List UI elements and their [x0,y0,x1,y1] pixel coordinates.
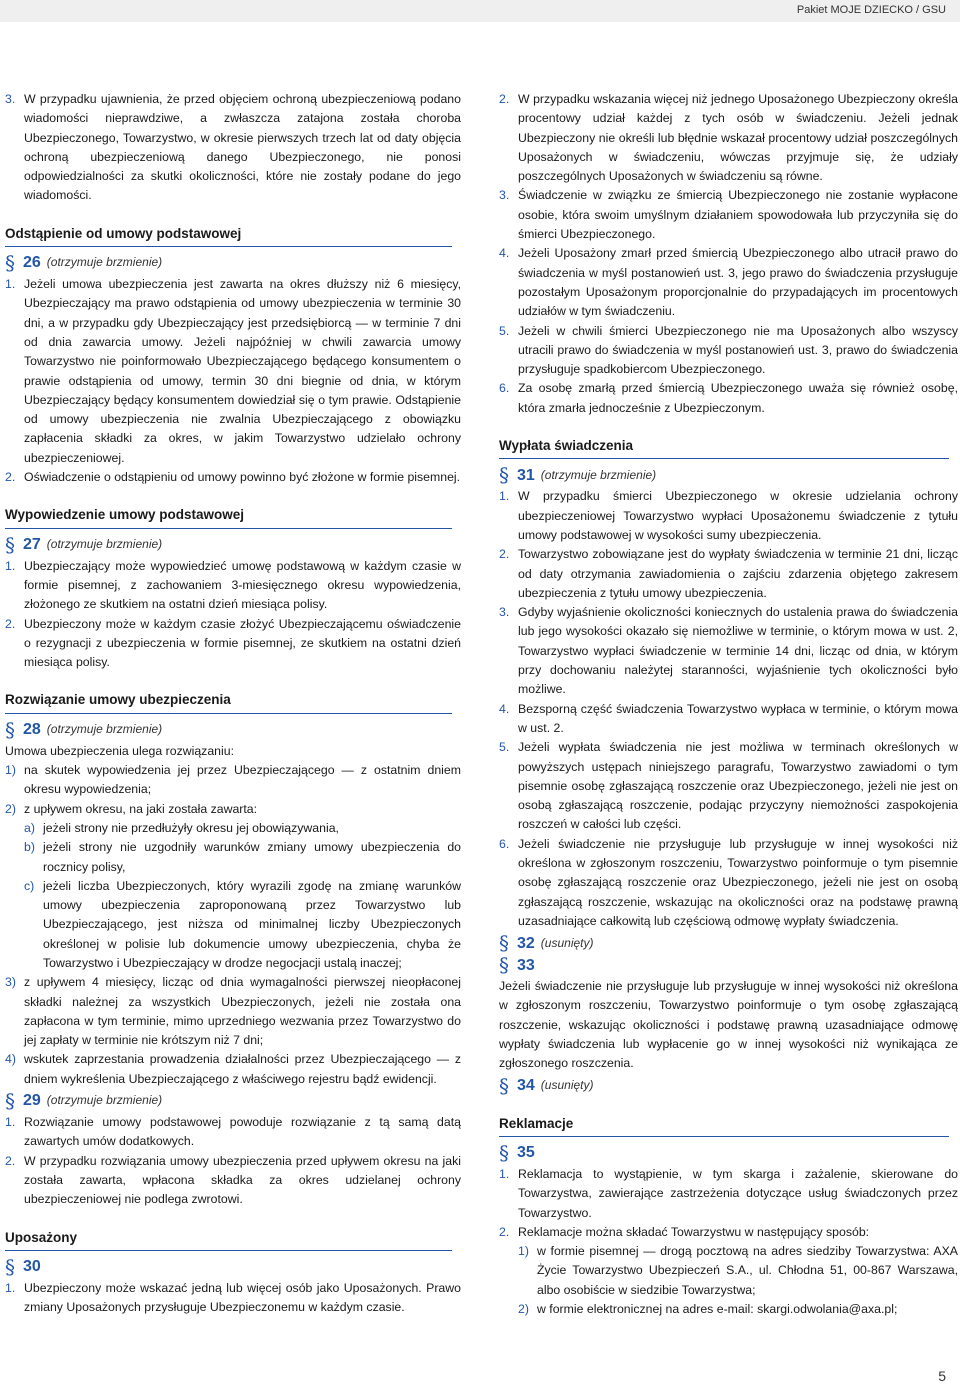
paragraph-note: (otrzymuje brzmienie) [540,467,657,482]
section-title: Rozwiązanie umowy ubezpieczenia [5,690,452,713]
item-text: Reklamacje można składać Towarzystwu w następujący sposób: [518,1224,870,1239]
list-item [499,186,958,244]
sub-list-item [24,877,461,973]
header-title: Pakiet MOJE DZIECKO / GSU [796,4,946,16]
section-sign-icon: § [5,1254,15,1279]
item-number: 1. [5,1115,16,1130]
item-text: Oświadczenie o odstąpieniu od umowy powinno być złożone w formie pisemnej. [24,470,461,485]
list-item [499,1223,958,1242]
item-number: 6. [499,381,510,396]
item-number: 1. [5,277,16,292]
sub-list-item [518,1242,958,1300]
section-sign-icon: § [5,717,15,742]
paragraph-number: 30 [23,1258,41,1276]
item-text: Jeżeli umowa ubezpieczenia jest zawarta na okres dłuższy niż 6 miesięcy, Ubezpieczający ma prawo odstąpienia od umowy ubezpieczenia w terminie 30 dni, a w przypadku gdy Ubezpieczający jest przedsiębiorcą — w terminie 7 dni od dnia zawarcia umowy. Jeżeli najpóźniej w chwili zawarcia umowy Towarzystwo nie poinformowało Ubezpieczającego będącego konsumentem o prawie odstąpienia od umowy, termin 30 dni biegnie od dnia, w którym Ubezpieczający będący konsumentem dowiedział się o tym prawie. Odstąpienie od umowy ubezpieczenia nie zwalnia Ubezpieczającego z obowiązku zapłacenia składki za okres, w jakim Towarzystwo udzielało ochrony ubezpieczeniowej. [24,277,461,465]
item-text: Towarzystwo zobowiązane jest do wypłaty świadczenia w terminie 21 dni, licząc od daty otrzymania zawiadomienia o zajściu zdarzenia objętego zakresem ubezpieczenia z tytułu umowy ubezpieczenia. [518,547,958,600]
item-number: 4. [499,701,510,716]
list-item [499,603,958,699]
list-item [499,1165,958,1223]
item-number: 1. [5,558,16,573]
item-text: Świadczenie w związku ze śmiercią Ubezpieczonego nie zostanie wypłacone osobie, która swoim umyślnym działaniem spowodowała lub przyczyniła się do śmierci Ubezpieczonego. [518,188,958,242]
item-number: 5. [499,740,510,755]
item-text: w formie pisemnej — drogą pocztową na adres siedziby Towarzystwa: AXA Życie Towarzystwo Ubezpieczeń S.A., ul. Chłodna 51, 00-867 Warszawa, albo osobiście w siedzibie Towarzystwa; [537,1244,958,1297]
list-item [5,615,461,673]
paragraph-note: (otrzymuje brzmienie) [46,536,163,551]
item-text: Bezsporną część świadczenia Towarzystwo wypłaca w terminie, o którym mowa w ust. 2. [518,701,958,735]
list-item [5,973,461,1050]
paragraph-text: Jeżeli świadczenie nie przysługuje lub przysługuje w innej wysokości niż określona w zgłoszonym roszczeniu, Towarzystwo poinformuje o tym osobę zgłaszającą roszczenie, wskazując okoliczności i podstawę prawną uzasadniające odmowę wypłaty świadczenia lub wypłacenie go w innej wysokości niż wynikająca ze zgłoszonego roszczenia. [499,979,958,1071]
item-number: 1) [5,763,16,778]
item-text: Ubezpieczony może wskazać jedną lub więcej osób jako Uposażonych. Prawo zmiany Uposażonych przysługuje Ubezpieczonemu w każdym czasie. [24,1280,461,1315]
paragraph-heading [5,251,461,276]
page-number: 5 [938,1368,946,1384]
section-sign-icon: § [499,953,509,978]
list-item [5,761,461,800]
list-item [499,700,958,739]
list-item [5,90,461,206]
header-bar [0,0,960,22]
item-text: jeżeli strony nie uzgodniły warunków zmiany umowy ubezpieczenia do rocznicy polisy, [43,840,461,874]
paragraph-number: 28 [23,721,41,739]
sub-list-item [24,838,461,877]
section-title: Odstąpienie od umowy podstawowej [5,224,452,247]
paragraph-text: Umowa ubezpieczenia ulega rozwiązaniu: [5,743,234,758]
list-item [5,557,461,615]
item-text: Gdyby wyjaśnienie okoliczności koniecznych do ustalenia prawa do świadczenia lub jego wysokości okazało się niemożliwe w terminie, o którym mowa w ust. 2, Towarzystwo wypłaci świadczenie w terminie 14 dni, licząc od dnia, w którym przy dochowaniu należytej staranności, wyjaśnienie tych okoliczności było możliwe. [518,605,958,697]
item-text: Ubezpieczający może wypowiedzieć umowę podstawową w każdym czasie w formie pisemnej, z zachowaniem 3-miesięcznego okresu wypowiedzenia, złożonego ze skutkiem na ostatni dzień miesiąca polisy. [24,558,461,612]
paragraph-heading [5,717,461,742]
item-text: Rozwiązanie umowy podstawowej powoduje rozwiązanie z tą samą datą zawartych umów dodatkowych. [24,1115,461,1149]
list-item [499,487,958,545]
paragraph-heading [5,1089,461,1114]
item-number: 4) [5,1052,16,1067]
section-title: Wypowiedzenie umowy podstawowej [5,505,452,528]
list-item [499,244,958,321]
item-text: Reklamacja to wystąpienie, w tym skarga i zażalenie, skierowane do Towarzystwa, zawierające zastrzeżenia dotyczące usług świadczonych przez Towarzystwo. [518,1166,958,1220]
item-number: 4. [499,246,510,261]
paragraph-note: (otrzymuje brzmienie) [46,1093,163,1108]
list-item [5,1279,461,1318]
item-number: a) [24,820,35,835]
list-item [499,379,958,418]
item-number: 3. [499,605,510,620]
paragraph-heading [499,1140,958,1165]
item-number: 6. [499,836,510,851]
paragraph-heading [499,953,958,978]
section-title: Wypłata świadczenia [499,436,949,459]
section-sign-icon: § [5,1089,15,1114]
sub-list-item [24,819,461,838]
paragraph-heading [499,1073,958,1098]
list-item [499,322,958,380]
paragraph-number: 34 [517,1077,535,1094]
item-text: W przypadku rozwiązania umowy ubezpieczenia przed upływem okresu na jaki została zawarta, wpłacona składka za okres udzielanej ochrony ubezpieczeniowej nie podlega zwrotowi. [24,1153,461,1207]
item-text: Jeżeli w chwili śmierci Ubezpieczonego nie ma Uposażonych albo wszyscy utracili prawo do świadczenia w myśl postanowień ust. 3, prawo do świadczenia przysługuje spadkobiercom Ubezpieczonego. [518,323,958,377]
list-item [5,1113,461,1152]
paragraph-number: 35 [517,1144,535,1162]
item-text: wskutek zaprzestania prowadzenia działalności przez Ubezpieczającego — z dniem wykreślenia Ubezpieczającego z właściwego rejestru bądź ewidencji. [24,1052,461,1086]
item-number: 1. [5,1280,16,1295]
item-text: Jeżeli świadczenie nie przysługuje lub przysługuje w innej wysokości niż określona w zgłoszonym roszczeniu, Towarzystwo poinformuje o tym pisemnie osobę zgłaszającą roszczenie oraz Ubezpieczonego, jeżeli nie jest on osobą zgłaszającą roszczenie, wskazując na okoliczności oraz na podstawę prawną uzasadniające całkowitą lub częściową odmowę wypłaty świadczenia. [518,836,958,928]
paragraph-number: 31 [517,466,535,484]
item-number: 2. [5,470,16,485]
paragraph-note: (usunięty) [540,935,594,950]
item-number: 2) [5,801,16,816]
item-number: 2) [518,1302,529,1317]
list-item [5,1050,461,1089]
item-text: W przypadku śmierci Ubezpieczonego w okresie udzielania ochrony ubezpieczeniowej Towarzystwo wypłaci Uposażonemu świadczenie z tytułu umowy podstawowej w wysokości sumy ubezpieczenia. [518,489,958,542]
paragraph-heading [5,532,461,557]
item-text: Za osobę zmarłą przed śmiercią Ubezpieczonego uważa się również osobę, która zmarła jednocześnie z Ubezpieczonym. [518,381,958,415]
paragraph-note: (otrzymuje brzmienie) [46,722,163,737]
item-number: 1. [499,1166,510,1181]
item-text: jeżeli strony nie przedłużyły okresu jej obowiązywania, [43,820,339,835]
item-number: 1. [499,489,510,504]
section-sign-icon: § [499,1140,509,1165]
list-item [499,738,958,834]
paragraph-note: (usunięty) [540,1078,594,1092]
section-sign-icon: § [499,463,509,488]
paragraph-note: (otrzymuje brzmienie) [46,255,163,270]
item-number: 2. [499,547,510,562]
item-text: z upływem okresu, na jaki została zawarta: [24,801,258,816]
item-number: b) [24,840,35,855]
paragraph-heading [499,463,958,488]
item-text: Jeżeli Uposażony zmarł przed śmiercią Ubezpieczonego albo utracił prawo do świadczenia w myśl postanowień ust. 3, jego prawo do świadczenia przysługuje pozostałym Uposażonym proporcjonalnie do przypadających im procentowych udziałów w tym świadczeniu. [518,246,958,319]
left-column [5,90,461,1317]
section-sign-icon: § [499,1073,509,1098]
section-title: Reklamacje [499,1114,949,1137]
list-item [5,800,461,819]
paragraph-heading [499,931,958,956]
paragraph-number: 29 [23,1092,41,1110]
paragraph-heading [5,1254,461,1279]
item-number: 3) [5,975,16,990]
paragraph-number: 27 [23,535,41,553]
item-number: 2. [5,616,16,631]
item-number: 1) [518,1244,529,1259]
item-text: jeżeli liczba Ubezpieczonych, który wyrazili zgodę na zmianę warunków umowy ubezpieczenia zaproponowaną przez Towarzystwo lub Ubezpieczającego, jest niższa od minimalnej liczby Ubezpieczonych określonej w polisie lub dokumencie umowy ubezpieczenia, chyba że Towarzystwo i Ubezpieczający w drodze negocjacji ustalą inaczej; [43,878,461,970]
list-item [5,468,461,487]
sub-list-item [518,1300,958,1319]
item-text: na skutek wypowiedzenia jej przez Ubezpieczającego — z ostatnim dniem okresu wypowiedzenia; [24,763,461,797]
item-text: z upływem 4 miesięcy, licząc od dnia wymagalności pierwszej nieopłaconej składki należnej za wszystkich Ubezpieczonych, jeżeli nie została ona zapłacona w tym terminie, mimo uprzedniego wezwania przez Towarzystwo do jej zapłaty w terminie nie krótszym niż 7 dni; [24,975,461,1048]
section-sign-icon: § [5,251,15,276]
item-text: W przypadku wskazania więcej niż jednego Uposażonego Ubezpieczony określa procentowy udział każdej z tych osób w świadczeniu. Jeżeli jednak Ubezpieczony nie określi lub błędnie wskazał procentowy udział poszczególnych Uposażonych w świadczeniu, wówczas przyjmuje się, że udziały poszczególnych Uposażonych w świadczeniu są równe. [518,92,958,184]
list-item [5,1152,461,1210]
item-number: 2. [499,92,510,106]
item-number: 5. [499,323,510,338]
list-item [5,275,461,468]
right-column [499,90,958,1319]
paragraph-number: 26 [23,254,41,272]
item-text: Ubezpieczony może w każdym czasie złożyć Ubezpieczającemu oświadczenie o rezygnacji z ubezpieczenia w formie pisemnej, ze skutkiem na ostatni dzień miesiąca polisy. [24,616,461,670]
item-number: c) [24,878,35,893]
item-text: w formie elektronicznej na adres e-mail: skargi.odwolania@axa.pl; [537,1302,898,1317]
item-number: 3. [499,188,510,203]
item-number: 2. [499,1224,510,1239]
item-number: 2. [5,1153,16,1168]
section-sign-icon: § [5,532,15,557]
item-text: W przypadku ujawnienia, że przed objęciem ochroną ubezpieczeniową podano wiadomości nieprawdziwe, a zwłaszcza zatajona została choroba Ubezpieczonego, Towarzystwo, w okresie pierwszych trzech lat od daty objęcia ochroną ubezpieczeniową danego Ubezpieczonego, nie ponosi odpowiedzialności za skutki okoliczności, które nie zostały podane do jego wiadomości. [24,92,461,203]
list-item [499,90,958,186]
section-title: Uposażony [5,1228,452,1251]
list-item [499,545,958,603]
paragraph-number: 32 [517,934,535,952]
item-number: 3. [5,92,16,106]
item-text: Jeżeli wypłata świadczenia nie jest możliwa w terminach określonych w powyższych ustępach niniejszego paragrafu, Towarzystwo zawiadomi o tym pisemnie osobę zgłaszającą roszczenie oraz Ubezpieczonego, jeżeli nie jest on osobą zgłaszającą roszczenie, podając przyczyny niemożności zaspokojenia roszczeń w całości lub części. [518,740,958,832]
paragraph-number: 33 [517,956,535,974]
section-sign-icon: § [499,931,509,956]
list-item [499,835,958,931]
